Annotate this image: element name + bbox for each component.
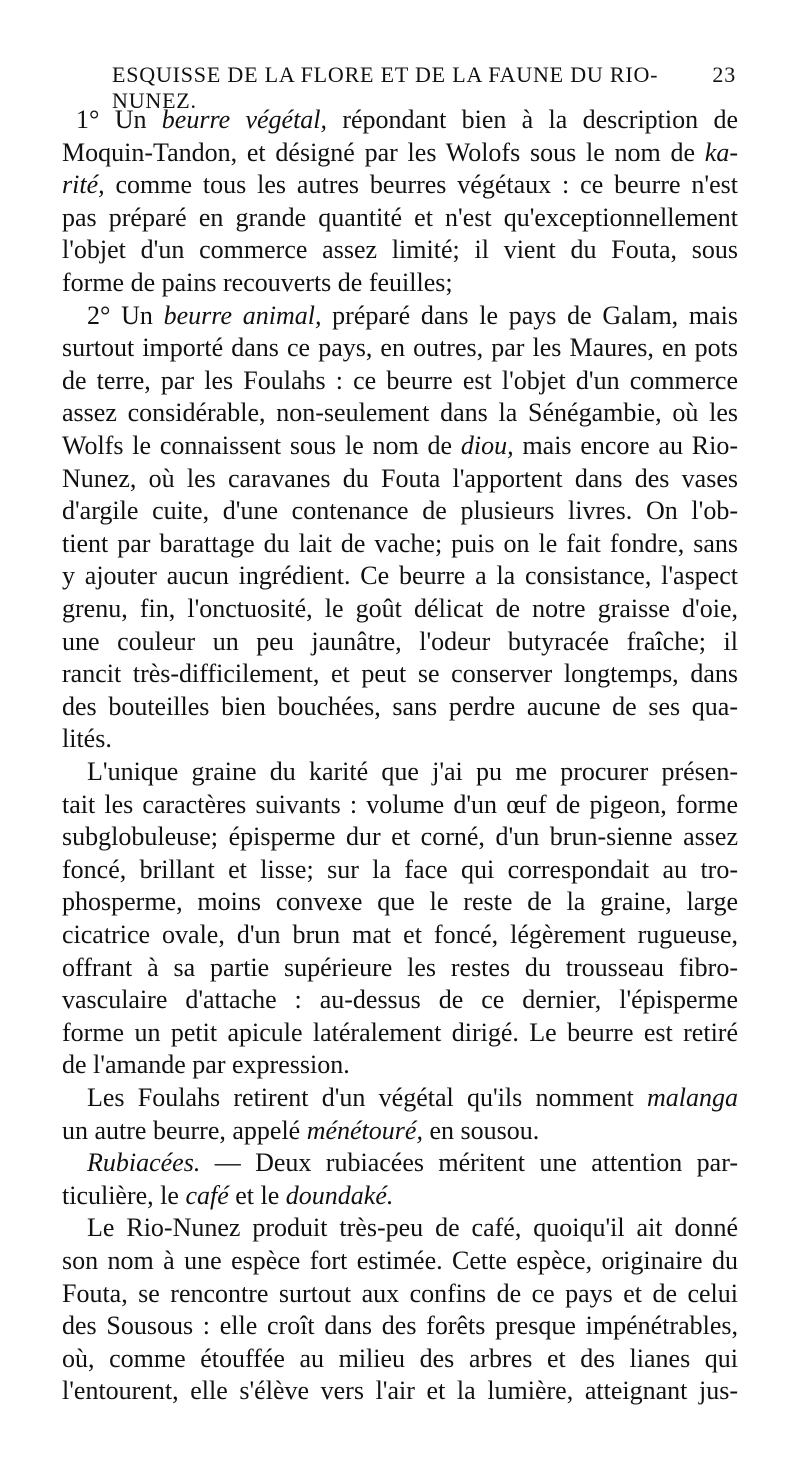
text-segment: Fouta, se rencontre surtout aux confins de ce pays et de celui	[62, 1278, 738, 1308]
text-line	[62, 1278, 738, 1310]
text-line	[62, 1375, 738, 1407]
text-line	[62, 234, 738, 266]
italic-text: beurre animal,	[163, 300, 322, 330]
text-line	[62, 1115, 738, 1147]
text-segment: grenu, fin, l'onctuosité, le goût délicat de notre graisse d'oie,	[62, 594, 738, 623]
text-segment: 2° Un	[87, 300, 164, 330]
text-segment: et le	[228, 1180, 286, 1210]
text-segment: tient par barattage du lait de vache; puis on le fait fondre, sans	[62, 528, 738, 558]
text-line	[62, 332, 738, 364]
text-segment: préparé dans le pays de Galam, mais	[321, 300, 739, 330]
text-segment: surtout importé dans ce pays, en outres, par les Maures, en pots	[62, 333, 738, 363]
text-line	[62, 626, 738, 658]
italic-text: café	[185, 1180, 229, 1210]
text-segment: foncé, brillant et lisse; sur la face qui correspondait au tro-	[62, 854, 738, 884]
text-line	[62, 1017, 738, 1049]
text-line	[62, 397, 738, 429]
text-line	[87, 300, 738, 332]
text-segment: forme un petit apicule latéralement dirigé. Le beurre est retiré	[62, 1017, 738, 1047]
italic-text: diou,	[460, 431, 514, 460]
text-segment: son nom à une espèce fort estimée. Cette espèce, originaire du	[62, 1246, 738, 1275]
text-line	[62, 658, 738, 690]
text-line	[76, 104, 738, 136]
text-segment: forme de pains recouverts de feuilles;	[62, 268, 453, 297]
italic-text: Rubiacées.	[87, 1148, 201, 1178]
text-line	[62, 789, 738, 821]
text-line	[62, 1180, 738, 1212]
italic-text: ka-	[704, 137, 738, 167]
text-segment: subglobuleuse; épisperme dur et corné, d'un brun-sienne assez	[62, 822, 738, 852]
text-segment: tait les caractères suivants : volume d'un œuf de pigeon, forme	[62, 789, 738, 819]
text-segment: offrant à sa partie supérieure les restes du trousseau fibro-	[62, 952, 738, 982]
page-number: 23	[712, 62, 736, 87]
text-line	[62, 169, 738, 201]
text-line	[62, 886, 738, 918]
text-segment: d'argile cuite, d'une contenance de plusieurs livres. On l'ob-	[62, 496, 738, 526]
italic-text: malanga	[647, 1083, 738, 1112]
text-segment: Nunez, où les caravanes du Fouta l'apportent dans des vases	[62, 463, 738, 493]
text-segment: ticulière, le	[62, 1180, 186, 1210]
text-segment: répondant bien à la description de	[327, 105, 738, 134]
text-line	[62, 430, 738, 462]
text-line	[87, 1212, 738, 1244]
text-line	[62, 919, 738, 951]
text-segment: — Deux rubiacées méritent une attention par-	[200, 1148, 738, 1178]
text-segment: assez considérable, non-seulement dans la Sénégambie, où les	[62, 398, 738, 428]
text-segment: où, comme étouffée au milieu des arbres et des lianes qui	[62, 1343, 738, 1373]
italic-text: beurre végétal,	[161, 105, 328, 134]
text-line	[62, 267, 738, 299]
text-segment: mais encore au Rio-	[513, 431, 738, 460]
text-segment: Wolfs le connaissent sous le nom de	[62, 431, 461, 460]
text-line	[62, 952, 738, 984]
text-line	[62, 691, 738, 723]
text-segment: Les Foulahs retirent d'un végétal qu'ils nomment	[87, 1083, 647, 1112]
text-segment: vasculaire d'attache : au-dessus de ce dernier, l'épisperme	[62, 985, 738, 1015]
text-segment: Moquin-Tandon, et désigné par les Wolofs sous le nom de	[62, 137, 705, 167]
text-line	[62, 137, 738, 169]
text-segment: y ajouter aucun ingrédient. Ce beurre a la consistance, l'aspect	[62, 561, 738, 591]
text-line	[87, 756, 738, 788]
italic-text: rité,	[62, 170, 105, 200]
text-segment: rancit très-difficilement, et peut se conserver longtemps, dans	[62, 659, 738, 689]
text-line	[62, 365, 738, 397]
text-segment: 1° Un	[76, 105, 162, 134]
text-line	[62, 1049, 738, 1081]
text-segment: Le Rio-Nunez produit très-peu de café, quoiqu'il ait donné	[87, 1213, 738, 1243]
italic-text: ménétouré,	[306, 1115, 423, 1145]
text-line	[62, 463, 738, 495]
text-line	[62, 1343, 738, 1375]
text-line	[87, 1082, 738, 1114]
text-segment: des bouteilles bien bouchées, sans perdre aucune de ses qua-	[62, 691, 738, 721]
text-line	[62, 528, 738, 560]
text-segment: comme tous les autres beurres végétaux : ce beurre n'est	[104, 170, 738, 200]
text-segment: L'unique graine du karité que j'ai pu me procurer présen-	[87, 757, 738, 786]
text-line	[62, 854, 738, 886]
text-line	[62, 984, 738, 1016]
text-segment: un autre beurre, appelé	[62, 1115, 307, 1145]
text-line	[62, 1245, 738, 1277]
text-line	[62, 593, 738, 625]
text-segment: des Sousous : elle croît dans des forêts presque impénétrables,	[62, 1311, 738, 1341]
text-segment: cicatrice ovale, d'un brun mat et foncé, légèrement rugueuse,	[62, 920, 738, 949]
text-line	[62, 560, 738, 592]
text-segment: de terre, par les Foulahs : ce beurre est l'objet d'un commerce	[62, 365, 738, 395]
text-line	[62, 723, 738, 755]
text-line	[62, 1310, 738, 1342]
text-line	[87, 1147, 738, 1179]
text-segment: de l'amande par expression.	[62, 1050, 350, 1080]
text-line	[62, 202, 738, 234]
text-line	[62, 495, 738, 527]
text-line	[62, 821, 738, 853]
text-segment: pas préparé en grande quantité et n'est qu'exceptionnellement	[62, 202, 738, 232]
text-segment: phosperme, moins convexe que le reste de la graine, large	[62, 887, 738, 917]
running-title: ESQUISSE DE LA FLORE ET DE LA FAUNE DU RIO-NUNEZ.	[112, 62, 659, 113]
italic-text: doundaké.	[285, 1180, 394, 1210]
text-segment: l'entourent, elle s'élève vers l'air et la lumière, atteignant jus-	[62, 1376, 738, 1406]
text-segment: une couleur un peu jaunâtre, l'odeur butyracée fraîche; il	[62, 626, 738, 656]
text-segment: l'objet d'un commerce assez limité; il vient du Fouta, sous	[62, 235, 738, 265]
text-segment: lités.	[62, 724, 112, 754]
text-segment: en sousou.	[422, 1115, 540, 1145]
